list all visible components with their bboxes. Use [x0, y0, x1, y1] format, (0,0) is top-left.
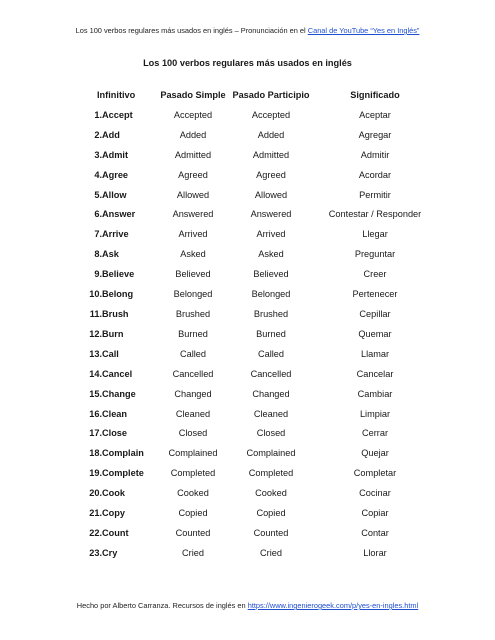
meaning-cell: Cepillar [359, 308, 391, 319]
past-simple-cell: Copied [178, 508, 208, 519]
row-number: 23. [89, 547, 102, 558]
infinitive-cell: Count [102, 527, 129, 538]
row-number: 15. [89, 388, 102, 399]
meaning-cell: Agregar [358, 129, 392, 140]
infinitive-cell: Cook [102, 488, 125, 499]
infinitive-cell: Call [102, 348, 119, 359]
table-row [72, 265, 440, 285]
past-simple-cell: Agreed [178, 169, 208, 180]
infinitive-cell: Admit [102, 149, 129, 160]
meaning-cell: Limpiar [359, 408, 391, 419]
past-participle-cell: Answered [250, 209, 292, 220]
infinitive-cell: Change [102, 388, 136, 399]
column-header-meaning: Significado [350, 90, 400, 100]
table-row [72, 385, 440, 405]
table-row [72, 245, 440, 265]
past-participle-cell: Cleaned [253, 408, 289, 419]
past-simple-cell: Counted [175, 527, 211, 538]
meaning-cell: Creer [363, 269, 387, 280]
meaning-cell: Aceptar [359, 109, 391, 120]
infinitive-cell: Cry [102, 547, 118, 558]
past-participle-cell: Accepted [251, 109, 291, 120]
meaning-cell: Copiar [361, 508, 389, 519]
past-simple-cell: Added [179, 129, 207, 140]
page-footer [0, 601, 495, 611]
table-row [72, 424, 440, 444]
row-number: 16. [89, 408, 102, 419]
infinitive-cell: Add [102, 129, 120, 140]
table-row [72, 444, 440, 464]
infinitive-cell: Believe [102, 269, 135, 280]
footer-text: Hecho por Alberto Carranza. Recursos de inglés en [76, 601, 248, 610]
verbs-table [72, 86, 440, 564]
infinitive-cell: Accept [102, 109, 133, 120]
row-number: 7. [94, 229, 102, 240]
row-number: 13. [89, 348, 102, 359]
infinitive-cell: Arrive [102, 229, 129, 240]
past-participle-cell: Counted [253, 527, 289, 538]
past-simple-cell: Accepted [173, 109, 213, 120]
table-row [72, 544, 440, 564]
row-number: 5. [94, 189, 102, 200]
meaning-cell: Cerrar [361, 428, 389, 439]
past-simple-cell: Complained [168, 448, 218, 459]
table-row [72, 126, 440, 146]
meaning-cell: Cambiar [357, 388, 393, 399]
past-participle-cell: Asked [258, 249, 284, 260]
column-header-past-simple: Pasado Simple [160, 90, 226, 100]
past-simple-cell: Cried [182, 547, 204, 558]
table-row [72, 305, 440, 325]
header-text: Los 100 verbos regulares más usados en inglés – Pronunciación en el [75, 26, 308, 35]
past-participle-cell: Changed [252, 388, 290, 399]
infinitive-cell: Answer [102, 209, 136, 220]
table-row [72, 484, 440, 504]
past-simple-cell: Called [179, 348, 207, 359]
past-participle-cell: Called [257, 348, 285, 359]
row-number: 3. [94, 149, 102, 160]
infinitive-cell: Agree [102, 169, 129, 180]
past-participle-cell: Closed [256, 428, 286, 439]
past-participle-cell: Completed [248, 468, 294, 479]
past-participle-cell: Believed [253, 269, 289, 280]
meaning-cell: Quemar [358, 328, 392, 339]
past-participle-cell: Burned [256, 328, 286, 339]
infinitive-cell: Complain [102, 448, 144, 459]
infinitive-cell: Cancel [102, 368, 133, 379]
column-header-infinitive: Infinitivo [97, 90, 136, 100]
document-title: Los 100 verbos regulares más usados en inglés [143, 58, 352, 68]
row-number: 4. [94, 169, 102, 180]
row-number: 8. [94, 249, 102, 260]
row-number: 12. [89, 328, 102, 339]
resources-link[interactable]: https://www.ingenierogeek.com/p/yes-en-ingles.html [247, 601, 419, 610]
meaning-cell: Cancelar [356, 368, 394, 379]
table-row [72, 166, 440, 186]
infinitive-cell: Clean [102, 408, 128, 419]
past-participle-cell: Copied [256, 508, 286, 519]
row-number: 2. [94, 129, 102, 140]
meaning-cell: Llegar [362, 229, 388, 240]
past-simple-cell: Answered [172, 209, 214, 220]
infinitive-cell: Copy [102, 508, 125, 519]
table-row [72, 405, 440, 425]
meaning-cell: Admitir [360, 149, 390, 160]
page-header [0, 26, 495, 36]
past-participle-cell: Admitted [252, 149, 290, 160]
infinitive-cell: Burn [102, 328, 124, 339]
table-row [72, 464, 440, 484]
past-simple-cell: Allowed [176, 189, 210, 200]
row-number: 14. [89, 368, 102, 379]
past-participle-cell: Belonged [251, 289, 291, 300]
past-participle-cell: Arrived [256, 229, 286, 240]
table-row [72, 504, 440, 524]
row-number: 22. [89, 527, 102, 538]
past-participle-cell: Cooked [255, 488, 287, 499]
past-participle-cell: Cancelled [250, 368, 292, 379]
past-simple-cell: Cleaned [175, 408, 211, 419]
meaning-cell: Llorar [363, 547, 387, 558]
past-simple-cell: Changed [174, 388, 212, 399]
row-number: 18. [89, 448, 102, 459]
infinitive-cell: Brush [102, 308, 129, 319]
row-number: 6. [94, 209, 102, 220]
meaning-cell: Permitir [359, 189, 391, 200]
row-number: 17. [89, 428, 102, 439]
row-number: 1. [94, 109, 102, 120]
past-participle-cell: Added [257, 129, 285, 140]
infinitive-cell: Allow [102, 189, 127, 200]
table-row [72, 225, 440, 245]
table-row [72, 186, 440, 206]
meaning-cell: Preguntar [354, 249, 396, 260]
past-participle-cell: Brushed [253, 308, 289, 319]
meaning-cell: Pertenecer [352, 289, 398, 300]
past-simple-cell: Burned [178, 328, 208, 339]
meaning-cell: Llamar [360, 348, 390, 359]
meaning-cell: Acordar [358, 169, 392, 180]
past-participle-cell: Cried [260, 547, 282, 558]
past-simple-cell: Asked [180, 249, 206, 260]
meaning-cell: Completar [353, 468, 397, 479]
row-number: 11. [89, 308, 102, 319]
table-row [72, 285, 440, 305]
past-simple-cell: Admitted [174, 149, 212, 160]
youtube-channel-link[interactable]: Canal de YouTube “Yes en Inglés” [307, 26, 420, 35]
past-simple-cell: Arrived [178, 229, 208, 240]
past-simple-cell: Cooked [177, 488, 209, 499]
past-participle-cell: Complained [246, 448, 296, 459]
past-participle-cell: Allowed [254, 189, 288, 200]
infinitive-cell: Belong [102, 289, 134, 300]
row-number: 21. [89, 508, 102, 519]
table-header-row [72, 86, 440, 106]
past-simple-cell: Completed [170, 468, 216, 479]
meaning-cell: Contar [361, 527, 389, 538]
infinitive-cell: Complete [102, 468, 144, 479]
past-participle-cell: Agreed [256, 169, 286, 180]
table-row [72, 205, 440, 225]
meaning-cell: Cocinar [359, 488, 391, 499]
past-simple-cell: Cancelled [172, 368, 214, 379]
table-row [72, 146, 440, 166]
column-header-past-participle: Pasado Participio [232, 90, 310, 100]
row-number: 19. [89, 468, 102, 479]
row-number: 9. [94, 269, 102, 280]
past-simple-cell: Belonged [173, 289, 213, 300]
infinitive-cell: Ask [102, 249, 119, 260]
past-simple-cell: Closed [178, 428, 208, 439]
table-row [72, 106, 440, 126]
row-number: 20. [89, 488, 102, 499]
past-simple-cell: Brushed [175, 308, 211, 319]
table-row [72, 365, 440, 385]
table-row [72, 345, 440, 365]
past-simple-cell: Believed [175, 269, 211, 280]
meaning-cell: Quejar [361, 448, 389, 459]
infinitive-cell: Close [102, 428, 128, 439]
row-number: 10. [89, 289, 102, 300]
table-body [72, 106, 440, 564]
table-row [72, 325, 440, 345]
meaning-cell: Contestar / Responder [328, 209, 422, 220]
table-row [72, 524, 440, 544]
